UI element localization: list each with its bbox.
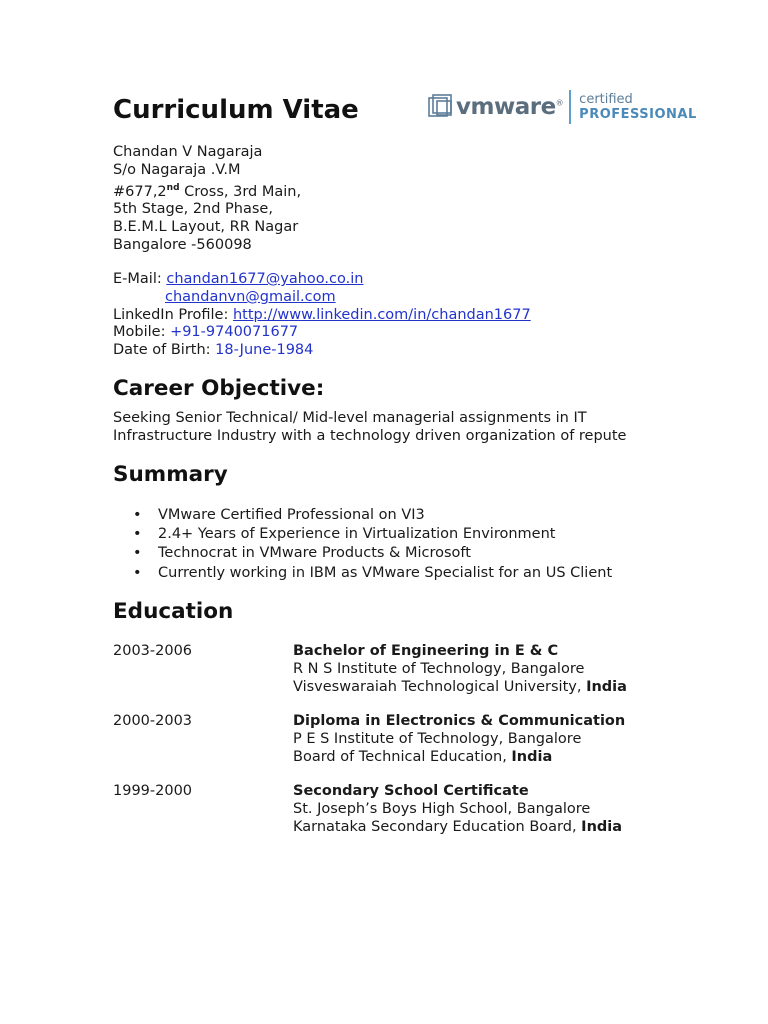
education-heading: Education	[113, 599, 234, 624]
education-degree: Bachelor of Engineering in E & C	[293, 643, 559, 659]
career-objective-text: Seeking Senior Technical/ Mid-level managerial assignments in IT Infrastructure Industry with a technology driven organization of repute	[113, 410, 627, 444]
linkedin-row: LinkedIn Profile: http://www.linkedin.com/in/chandan1677	[113, 306, 531, 323]
vmware-boxes-icon	[428, 92, 456, 122]
vmware-certified-logo	[428, 89, 697, 125]
list-item: • 2.4+ Years of Experience in Virtualization Environment	[113, 525, 612, 544]
contact-details	[113, 271, 531, 360]
address-line-3: B.E.M.L Layout, RR Nagar	[113, 219, 299, 236]
vmware-wordmark: vmware®	[456, 94, 564, 120]
education-degree: Secondary School Certificate	[293, 783, 529, 799]
certified-professional-label: certified PROFESSIONAL	[579, 92, 697, 122]
list-item: • Technocrat in VMware Products & Microsoft	[113, 544, 612, 563]
relation-line: S/o Nagaraja .V.M	[113, 161, 241, 178]
education-years: 2003-2006	[113, 643, 193, 659]
contact-address	[113, 144, 301, 255]
address-line-1: #677,2nd Cross, 3rd Main,	[113, 182, 302, 200]
education-board: Board of Technical Education, India	[293, 748, 553, 765]
address-line-2: 5th Stage, 2nd Phase,	[113, 201, 273, 218]
summary-heading: Summary	[113, 462, 228, 487]
page-title: Curriculum Vitae	[113, 95, 359, 125]
mobile-row: Mobile: +91-9740071677	[113, 324, 299, 341]
list-item: • Currently working in IBM as VMware Specialist for an US Client	[113, 564, 612, 583]
education-institute: R N S Institute of Technology, Bangalore	[293, 660, 585, 677]
address-line-4: Bangalore -560098	[113, 236, 252, 253]
email-link-1[interactable]: chandan1677@yahoo.co.in	[166, 271, 364, 287]
dob-row: Date of Birth: 18-June-1984	[113, 342, 314, 359]
email-link-2[interactable]: chandanvn@gmail.com	[165, 288, 336, 305]
summary-list	[113, 506, 612, 583]
education-degree: Diploma in Electronics & Communication	[293, 713, 626, 729]
candidate-name: Chandan V Nagaraja	[113, 144, 263, 160]
education-institute: St. Joseph’s Boys High School, Bangalore	[293, 800, 591, 817]
education-institute: P E S Institute of Technology, Bangalore	[293, 730, 582, 747]
logo-divider	[569, 90, 571, 124]
mobile-number: +91-9740071677	[170, 324, 299, 341]
email-row-2	[113, 289, 531, 307]
education-board: Visveswaraiah Technological University, India	[293, 678, 627, 695]
education-years: 1999-2000	[113, 783, 193, 799]
linkedin-link[interactable]: http://www.linkedin.com/in/chandan1677	[232, 306, 531, 323]
career-objective-heading: Career Objective:	[113, 376, 325, 401]
email-row: E-Mail: chandan1677@yahoo.co.in	[113, 271, 364, 287]
dob-value: 18-June-1984	[215, 342, 314, 359]
education-years: 2000-2003	[113, 713, 193, 729]
education-board: Karnataka Secondary Education Board, India	[293, 818, 623, 835]
list-item: • VMware Certified Professional on VI3	[113, 506, 612, 525]
